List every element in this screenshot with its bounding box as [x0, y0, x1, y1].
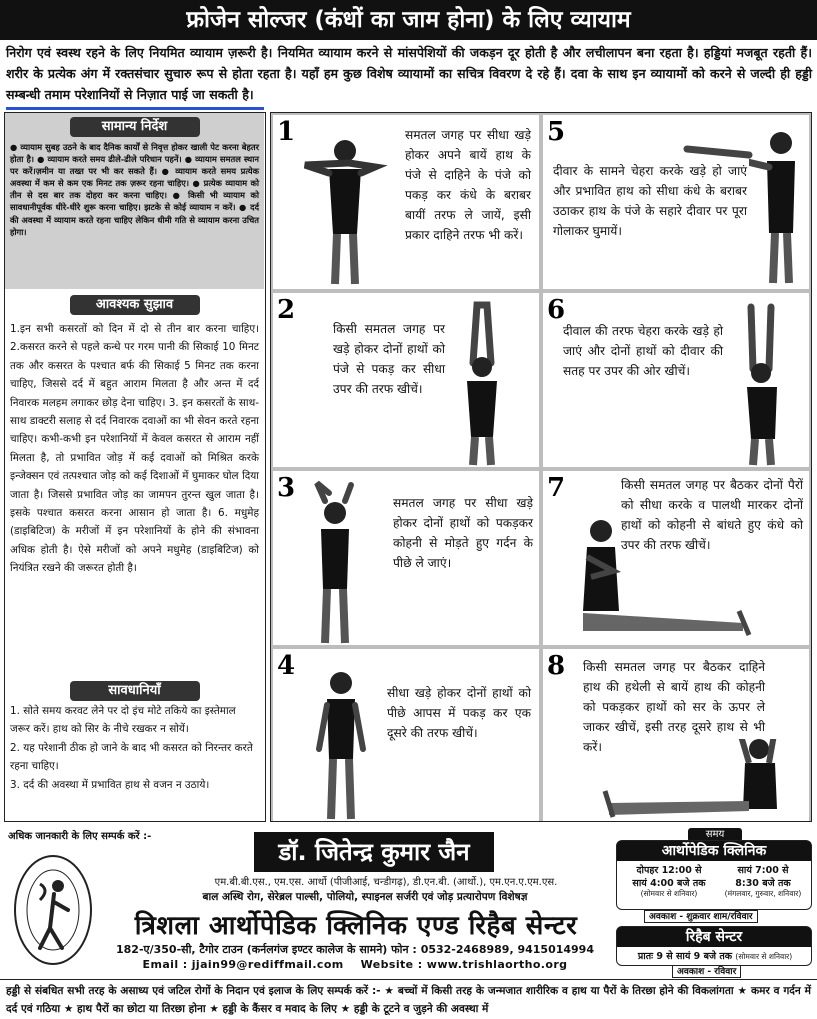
contact-line	[100, 958, 610, 971]
exercise-number: 4	[277, 651, 296, 681]
ortho-days-left: (सोमवार से शनिवार)	[640, 889, 698, 898]
exercise-number: 1	[277, 117, 296, 147]
doctor-qualifications: एम.बी.बी.एस., एम.एस. आर्थो (पीजीआई, चन्डीगढ़), डी.एन.बी. (आर्थो.), एम.एन.ए.एम.एस.	[214, 877, 558, 888]
ortho-days-right: (मंगलवार, गुरुवार, शनिवार)	[724, 889, 802, 898]
ortho-time-right-1: सायं 7:00 से	[737, 865, 789, 876]
website-link[interactable]: www.trishlaortho.org	[426, 958, 568, 971]
exercise-number: 7	[547, 473, 566, 503]
exercise-text: किसी समतल जगह पर बैठकर दाहिने हाथ की हथेली से बायें हाथ की कोहनी को पकड़कर हाथों को सर के ऊपर ले जाकर खीचें, इसी तरह दूसरे हाथ से भी करें।	[583, 660, 765, 754]
exercise-panel-5	[543, 115, 809, 289]
address-text: 182-ए/350-सी, टैगोर टाउन (कर्नलगंज इण्टर कालेज के सामने)	[115, 943, 388, 956]
exercise-panel-4	[273, 649, 539, 821]
bottom-services-bar: हड्डी से संबधित सभी तरह के असाध्य एवं जटिल रोगों के निदान एवं इलाज के लिए सम्पर्क करें :- ★ बच्चों में किसी तरह के जन्मजात शारीरिक व हाथ या पैरों के तिरछा होने की विकलांगता ★ कमर व गर्दन में दर्द एवं गठिया ★ हाथ पैरों का छोटा या तिरछा होना ★ हड्डी के कैंसर व मवाद के लिए ★ हड्डी के टूटने व जुड़ने की अवस्था में	[0, 979, 817, 1019]
intro-paragraph: निरोग एवं स्वस्थ रहने के लिए नियमित व्यायाम ज़रूरी है। नियमित व्यायाम करने से मांसपेशियों की जकड़न दूर होती है और लचीलापन बना रहता है। हड्डियां मजबूत रहती हैं। शरीर के प्रत्येक अंग में रक्तसंचार सुचारु रूप से होता रहता है। यहाँ हम कुछ विशेष व्यायामों का सचित्र विवरण दे रहे हैं। दवा के साथ इन व्यायामों को करने से जल्दी ही हड्डी सम्बन्धी तमाम परेशानियों से निज़ात पाई जा सकती है।	[6, 45, 812, 102]
exercise-number: 6	[547, 295, 566, 325]
exercise-text: दीवाल की तरफ चेहरा करके खड़े हो जाएं और दोनों हाथों को दीवार की सतह पर उपर की ओर खीचें।	[563, 324, 723, 378]
suggestions-heading: आवश्यक सुझाव	[70, 295, 200, 315]
general-instructions	[5, 113, 264, 289]
contact-label: अधिक जानकारी के लिए सम्पर्क करें :-	[8, 831, 152, 842]
exercise-text: किसी समतल जगह पर बैठकर दोनों पैरों को सीधा करके व पालथी मारकर दोनों हाथों को कोहनी से बांधते हुए कंधे को उपर की तरफ खीचें।	[621, 478, 803, 552]
exercise-figure-icon	[287, 129, 397, 289]
exercise-figure-icon	[301, 663, 381, 821]
exercise-figure-icon	[437, 297, 527, 467]
clinic-name: त्रिशला आर्थोपेडिक क्लिनिक एण्ड रिहैब सेन्टर	[134, 911, 578, 941]
exercise-text: समतल जगह पर सीधा खड़े होकर अपने बायें हाथ के पंजे से दाहिने के पंजे को पकड़ कर कंधे के बराबर बायीं तरफ ले जायें, इसी प्रकार दाहिने तरफ भी करें।	[405, 128, 531, 242]
rehab-days: (सोमवार से शनिवार)	[735, 952, 793, 961]
clinic-logo-icon	[10, 850, 96, 968]
suggestions-text: 1.इन सभी कसरतों को दिन में दो से तीन बार करना चाहिए। 2.कसरत करने से पहले कन्धे पर गरम पानी की सिकाई 10 मिनट तक और कसरत के पश्चात बर्फ की सिकाई 5 मिनट तक करना चाहिए, जिससे दर्द में बहुत आराम मिलता है और अन्त में दर्द निवारक मलहम लगाकर छोड़ देना चाहिए। 3. इन कसरतों के साथ-साथ डाक्टरी सलाह से दर्द निवारक दवाओं का भी सेवन करते रहना चाहिए। कभी-कभी इन परेशानियों में केवल कसरत से आराम नहीं मिलता है, तो प्रभावित जोड़ में कई दवाओं को मिश्रित करके इन्जेक्सन एवं तत्पश्चात जोड़ को कई दिशाओं में घुमाकर घोल दिया जाता है। जिससे प्रभावित जोड़ का जामपन तुरन्त खुल जाता है। इसके पश्चात कसरत करना आसान हो जाता है। 6. मधुमेह (डाइबिटिज) के मरीजों में इन परेशानियों के होने की संभावना अधिक होती है। ऐसे मरीजों को अपने मधुमेह (डाइबिटिज) को नियंत्रित रखने की जरूरत होती है।	[10, 323, 259, 575]
exercise-number: 3	[277, 473, 296, 503]
phone-number[interactable]: 0532-2468989, 9415014994	[420, 943, 594, 956]
exercise-number: 2	[277, 295, 296, 325]
exercise-figure-icon	[749, 123, 809, 289]
phone-label: फोन :	[391, 943, 417, 956]
divider-line	[6, 107, 264, 110]
ortho-time-left-1: दोपहर 12:00 से	[636, 865, 702, 876]
email-link[interactable]: jjain99@rediffmail.com	[191, 958, 344, 971]
left-column	[4, 112, 266, 822]
exercise-text: सीधा खड़े होकर दोनों हाथों को पीछे आपस में पकड़ कर एक दूसरे की तरफ खीचें।	[387, 686, 531, 740]
ortho-holiday: अवकाश - शुक्रवार शाम/रविवार	[644, 910, 758, 923]
clinic-timing	[616, 828, 812, 978]
exercise-number: 5	[547, 117, 566, 147]
caution-item: 3. दर्द की अवस्था में प्रभावित हाथ से वजन न उठाये।	[10, 779, 210, 791]
rehab-time: प्रातः 9 से सायं 9 बजे तक	[637, 951, 733, 962]
rehab-holiday: अवकाश - रविवार	[672, 965, 741, 978]
ortho-timing-box	[616, 840, 812, 910]
exercise-number: 8	[547, 651, 566, 681]
exercise-panel-6	[543, 293, 809, 467]
exercise-panel-7	[543, 471, 809, 645]
exercise-figure-icon	[729, 299, 799, 467]
ortho-timing-heading: आर्थोपेडिक क्लिनिक	[617, 841, 811, 861]
exercise-panel-1	[273, 115, 539, 289]
clinic-address	[100, 942, 610, 957]
page-title: फ्रोजेन सोल्जर (कंधों का जाम होना) के लिए व्यायाम	[0, 0, 817, 40]
general-text: ● व्यायाम सुबह उठने के बाद दैनिक कार्यों से निवृत्त होकर खाली पेट करना बेहतर होता है। ● व्यायाम करते समय ढीले-ढीले परिधान पहनें। ● व्यायाम समतल स्थान पर करें।ज़मीन या तख्त पर भी कर सकते हैं। ● व्यायाम करते समय प्रत्येक अवस्था में कम से कम एक मिनट तक ज़रूर रहना चाहिए। ● प्रत्येक व्यायाम को तीन से दस बार तक दोहरा कर करना चाहिए। ● किसी भी व्यायाम को सावधानीपूर्वक धीरे-धीरे शुरू करना चाहिए। झटके से कोई व्यायाम न करें। ● दर्द की अवस्था में व्यायाम करते रहना चाहिए लेकिन धीमी गति से व्यायाम करना उचित होगा।	[10, 142, 259, 237]
website-label: Website :	[360, 958, 423, 971]
doctor-specialty: बाल अस्थि रोग, सेरेब्रल पाल्सी, पोलियो, स्पाइनल सर्जरी एवं जोड़ प्रत्यारोपण विशेषज्ञ	[202, 891, 528, 903]
exercise-panel-2	[273, 293, 539, 467]
general-heading: सामान्य निर्देश	[70, 117, 200, 137]
suggestions-section	[5, 293, 264, 580]
cautions-section	[5, 679, 264, 797]
exercise-figure-icon	[289, 479, 379, 645]
exercise-text: दीवार के सामने चेहरा करके खड़े हो जाएं और प्रभावित हाथ को सीधा कंधे के बराबर उठाकर हाथ के पंजे के सहारे दीवार पर पूरा गोलाकर घुमायें।	[553, 164, 747, 238]
cautions-heading: सावधानियाँ	[70, 681, 200, 701]
email-label: Email :	[142, 958, 188, 971]
footer	[0, 826, 817, 1019]
rehab-timing-box	[616, 926, 812, 966]
caution-item: 1. सोते समय करवट लेने पर दो इंच मोटे तकिये का इस्तेमाल जरूर करें। हाथ को सिर के नीचे रखकर न सोयें।	[10, 705, 236, 735]
rehab-timing-heading: रिहैब सेन्टर	[617, 927, 811, 947]
exercise-text: किसी समतल जगह पर खड़े होकर दोनों हाथों को पंजे से पकड़ कर सीधा उपर की तरफ खीचें।	[333, 322, 445, 396]
doctor-name: डॉ. जितेन्द्र कुमार जैन	[254, 832, 494, 872]
caution-item: 2. यह परेशानी ठीक हो जाने के बाद भी कसरत को निरन्तर करते रहना चाहिए।	[10, 742, 253, 772]
exercise-text: समतल जगह पर सीधा खड़े होकर दोनों हाथों को पकड़कर कोहनी से मोड़ते हुए गर्दन के पीछे ले जाएं।	[393, 496, 533, 570]
exercise-panel-3	[273, 471, 539, 645]
ortho-time-left-2: सायं 4:00 बजे तक	[632, 878, 706, 889]
exercise-grid	[270, 112, 812, 822]
exercise-panel-8	[543, 649, 809, 821]
ortho-time-right-2: 8:30 बजे तक	[735, 878, 791, 889]
timing-title: समय	[688, 828, 742, 842]
